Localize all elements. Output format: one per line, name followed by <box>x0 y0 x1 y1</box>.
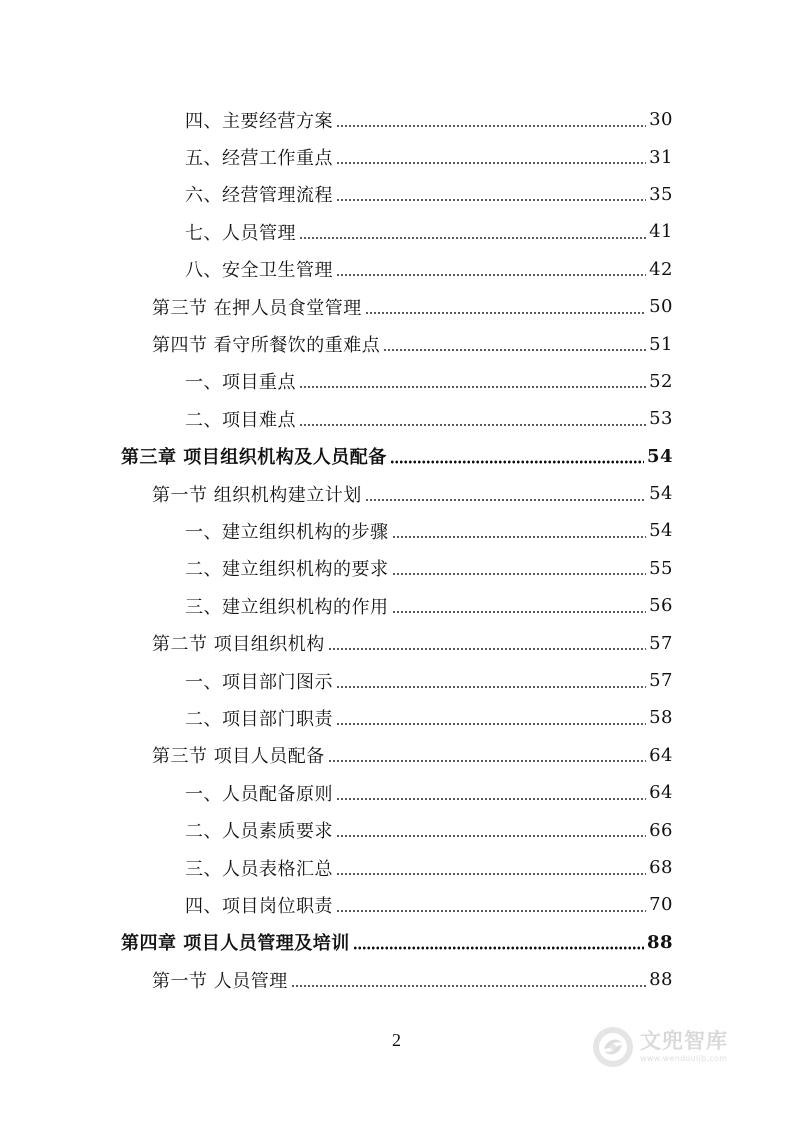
toc-dot-leader <box>299 410 646 428</box>
toc-dot-leader <box>392 597 647 615</box>
toc-page-number: 55 <box>649 557 673 579</box>
toc-entry-title: 一、建立组织机构的步骤 <box>185 521 389 543</box>
toc-dot-leader <box>336 859 646 877</box>
toc-subsection-entry[interactable] <box>0 811 793 848</box>
toc-dot-leader <box>336 185 646 203</box>
toc-subsection-entry[interactable] <box>0 699 793 736</box>
toc-entry-title: 四、主要经营方案 <box>185 110 333 132</box>
toc-dot-leader <box>336 672 646 690</box>
toc-section-entry[interactable] <box>0 288 793 325</box>
toc-dot-leader <box>336 148 646 166</box>
toc-entry-title: 三、人员表格汇总 <box>185 858 333 880</box>
toc-section-entry[interactable] <box>0 737 793 774</box>
toc-section-entry[interactable] <box>0 475 793 512</box>
toc-subsection-entry[interactable] <box>0 400 793 437</box>
toc-page-number: 30 <box>649 109 673 131</box>
toc-page-number: 66 <box>649 819 673 841</box>
toc-page-number: 50 <box>649 296 673 318</box>
toc-dot-leader <box>365 298 646 316</box>
wendou-logo-icon <box>590 1024 636 1070</box>
toc-dot-leader <box>336 784 646 802</box>
toc-page-number: 57 <box>649 632 673 654</box>
toc-page-number: 58 <box>649 707 673 729</box>
toc-dot-leader <box>336 111 646 129</box>
toc-page-number: 57 <box>649 670 673 692</box>
toc-entry-title: 第四节 看守所餐饮的重难点 <box>152 335 381 357</box>
toc-subsection-entry[interactable] <box>0 849 793 886</box>
toc-subsection-entry[interactable] <box>0 550 793 587</box>
toc-entry-title: 第三节 在押人员食堂管理 <box>152 297 362 319</box>
toc-dot-leader <box>390 447 644 465</box>
toc-entry-title: 二、项目难点 <box>185 409 296 431</box>
toc-entry-title: 第三节 项目人员配备 <box>152 746 325 768</box>
table-of-contents <box>0 101 793 998</box>
toc-entry-title: 第三章 项目组织机构及人员配备 <box>121 447 387 469</box>
toc-entry-title: 二、项目部门职责 <box>185 708 333 730</box>
toc-entry-title: 二、人员素质要求 <box>185 821 333 843</box>
toc-subsection-entry[interactable] <box>0 512 793 549</box>
toc-entry-title: 八、安全卫生管理 <box>185 260 333 282</box>
toc-subsection-entry[interactable] <box>0 363 793 400</box>
toc-section-entry[interactable] <box>0 325 793 362</box>
toc-page-number: 52 <box>649 370 673 392</box>
toc-page-number: 51 <box>649 333 673 355</box>
toc-entry-title: 四、项目岗位职责 <box>185 895 333 917</box>
toc-dot-leader <box>392 559 647 577</box>
toc-page-number: 54 <box>646 445 673 467</box>
toc-entry-title: 七、人员管理 <box>185 222 296 244</box>
toc-dot-leader <box>299 223 646 241</box>
toc-page-number: 41 <box>649 221 673 243</box>
toc-subsection-entry[interactable] <box>0 251 793 288</box>
toc-page-number: 68 <box>649 857 673 878</box>
toc-subsection-entry[interactable] <box>0 662 793 699</box>
toc-subsection-entry[interactable] <box>0 213 793 250</box>
toc-entry-title: 第二节 项目组织机构 <box>152 634 325 656</box>
toc-subsection-entry[interactable] <box>0 774 793 811</box>
toc-entry-title: 第一节 人员管理 <box>152 970 288 992</box>
toc-page-number: 88 <box>649 969 673 991</box>
toc-entry-title: 三、建立组织机构的作用 <box>185 596 389 618</box>
toc-dot-leader <box>336 709 646 727</box>
toc-dot-leader <box>336 260 646 278</box>
page-number: 2 <box>392 1030 401 1050</box>
toc-entry-title: 一、项目重点 <box>185 372 296 394</box>
toc-page-number: 70 <box>649 894 673 916</box>
toc-subsection-entry[interactable] <box>0 587 793 624</box>
toc-subsection-entry[interactable] <box>0 138 793 175</box>
toc-section-entry[interactable] <box>0 961 793 998</box>
toc-dot-leader <box>299 372 646 390</box>
toc-page-number: 31 <box>649 146 673 168</box>
watermark <box>590 1022 728 1072</box>
toc-page-number: 35 <box>649 183 673 205</box>
toc-page-number: 64 <box>649 782 673 804</box>
toc-entry-title: 第四章 项目人员管理及培训 <box>121 933 350 955</box>
toc-dot-leader <box>365 485 646 503</box>
toc-dot-leader <box>383 335 646 353</box>
watermark-url: www.wendoulib.com <box>640 1054 728 1063</box>
toc-subsection-entry[interactable] <box>0 886 793 923</box>
toc-entry-title: 第一节 组织机构建立计划 <box>152 484 362 506</box>
toc-dot-leader <box>291 971 646 989</box>
toc-subsection-entry[interactable] <box>0 101 793 138</box>
toc-chapter-entry[interactable] <box>0 438 793 475</box>
toc-page-number: 54 <box>649 483 673 505</box>
watermark-text <box>640 1031 728 1063</box>
watermark-title: 文兜智库 <box>640 1029 728 1053</box>
toc-dot-leader <box>328 746 646 764</box>
toc-page-number: 54 <box>649 520 673 542</box>
toc-entry-title: 一、项目部门图示 <box>185 671 333 693</box>
toc-section-entry[interactable] <box>0 624 793 661</box>
toc-entry-title: 二、建立组织机构的要求 <box>185 559 389 581</box>
toc-entry-title: 一、人员配备原则 <box>185 783 333 805</box>
toc-dot-leader <box>336 821 646 839</box>
toc-dot-leader <box>336 896 646 914</box>
toc-entry-title: 六、经营管理流程 <box>185 185 333 207</box>
toc-dot-leader <box>353 933 644 951</box>
toc-chapter-entry[interactable] <box>0 924 793 961</box>
toc-dot-leader <box>328 634 646 652</box>
toc-entry-title: 五、经营工作重点 <box>185 148 333 170</box>
toc-subsection-entry[interactable] <box>0 176 793 213</box>
toc-page-number: 56 <box>649 595 673 617</box>
toc-dot-leader <box>392 522 647 540</box>
toc-page-number: 88 <box>646 931 673 953</box>
toc-page-number: 64 <box>649 744 673 766</box>
toc-page-number: 53 <box>649 408 673 430</box>
toc-page-number: 42 <box>649 258 673 280</box>
